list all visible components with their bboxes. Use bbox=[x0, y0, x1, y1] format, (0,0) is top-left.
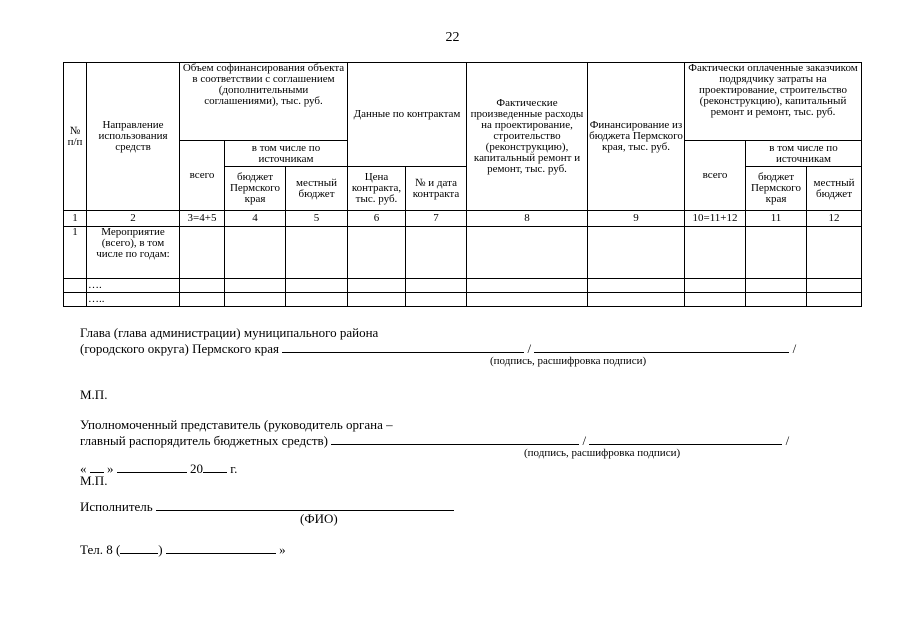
table-cell bbox=[406, 227, 467, 279]
executor-line bbox=[80, 498, 454, 514]
header-financing: Финансирование из бюджета Пермского края, тыс. руб. bbox=[588, 63, 685, 211]
head-caption: (подпись, расшифровка подписи) bbox=[490, 355, 647, 367]
table-cell bbox=[685, 279, 746, 293]
header-paid-local: местный бюджет bbox=[807, 167, 862, 211]
executor-label: Исполнитель bbox=[80, 499, 153, 514]
col-number: 10=11+12 bbox=[685, 211, 746, 227]
date-year-suffix: г. bbox=[230, 461, 238, 476]
header-row-1 bbox=[64, 63, 862, 141]
head-name-line[interactable] bbox=[534, 340, 789, 353]
head-title-line2 bbox=[80, 340, 796, 356]
header-paid-budget-perm: бюджет Пермского края bbox=[746, 167, 807, 211]
date-day-field[interactable] bbox=[90, 460, 104, 473]
row-direction: ….. bbox=[87, 293, 180, 307]
phone-number-field[interactable] bbox=[166, 541, 276, 554]
header-contract-price: Цена контракта, тыс. руб. bbox=[348, 167, 406, 211]
phone-end: » bbox=[279, 542, 286, 557]
date-quote-close: » bbox=[107, 461, 114, 476]
phone-mid: ) bbox=[158, 542, 163, 557]
header-budget-perm: бюджет Пермского края bbox=[225, 167, 286, 211]
slash: / bbox=[785, 433, 790, 448]
date-year-prefix: 20 bbox=[190, 461, 203, 476]
header-direction: Направление использования средств bbox=[87, 63, 180, 211]
header-paid-total: всего bbox=[685, 141, 746, 211]
header-paid-by-sources: в том числе по источникам bbox=[746, 141, 862, 167]
table-cell bbox=[348, 279, 406, 293]
table-cell bbox=[406, 279, 467, 293]
table-cell bbox=[685, 293, 746, 307]
rep-name-line[interactable] bbox=[589, 432, 782, 445]
header-paid: Фактически оплаченные заказчиком подрядчику затраты на проектирование, строительство (реконструкцию), капитальный ремонт и ремонт, тыс. руб. bbox=[685, 63, 862, 141]
executor-caption: (ФИО) bbox=[300, 511, 338, 526]
date-quote-open: « bbox=[80, 461, 87, 476]
table-cell bbox=[180, 293, 225, 307]
header-by-sources: в том числе по источникам bbox=[225, 141, 348, 167]
col-number: 4 bbox=[225, 211, 286, 227]
header-local-budget: местный бюджет bbox=[286, 167, 348, 211]
column-numbers-row bbox=[64, 211, 862, 227]
col-number: 1 bbox=[64, 211, 87, 227]
table-cell bbox=[746, 293, 807, 307]
header-num: № п/п bbox=[64, 63, 87, 211]
table-cell bbox=[807, 227, 862, 279]
col-number: 3=4+5 bbox=[180, 211, 225, 227]
date-year-field[interactable] bbox=[203, 460, 227, 473]
table-cell bbox=[746, 279, 807, 293]
table-cell bbox=[348, 227, 406, 279]
header-total: всего bbox=[180, 141, 225, 211]
rep-signature-line[interactable] bbox=[331, 432, 579, 445]
slash: / bbox=[792, 341, 797, 356]
table-cell bbox=[286, 293, 348, 307]
table-cell bbox=[225, 279, 286, 293]
table-cell bbox=[588, 293, 685, 307]
table-cell bbox=[286, 279, 348, 293]
table-cell bbox=[807, 293, 862, 307]
header-contract-no: № и дата контракта bbox=[406, 167, 467, 211]
col-number: 6 bbox=[348, 211, 406, 227]
rep-title-line1: Уполномоченный представитель (руководитель органа – bbox=[80, 417, 393, 432]
col-number: 12 bbox=[807, 211, 862, 227]
col-number: 5 bbox=[286, 211, 348, 227]
col-number: 2 bbox=[87, 211, 180, 227]
slash: / bbox=[527, 341, 532, 356]
stamp-place-2: М.П. bbox=[80, 473, 108, 488]
phone-prefix: Тел. 8 ( bbox=[80, 542, 121, 557]
col-number: 8 bbox=[467, 211, 588, 227]
row-num: 1 bbox=[64, 227, 87, 279]
head-signature-block bbox=[80, 326, 796, 356]
table-cell bbox=[406, 293, 467, 307]
table-cell bbox=[348, 293, 406, 307]
table-cell bbox=[225, 227, 286, 279]
row-direction: Мероприятие (всего), в том числе по годам: bbox=[87, 227, 180, 279]
slash: / bbox=[582, 433, 587, 448]
table-row bbox=[64, 227, 862, 279]
row-direction: …. bbox=[87, 279, 180, 293]
table-row bbox=[64, 279, 862, 293]
phone-code-field[interactable] bbox=[120, 541, 158, 554]
table-cell bbox=[685, 227, 746, 279]
table-cell bbox=[746, 227, 807, 279]
table-cell bbox=[180, 227, 225, 279]
table-cell bbox=[588, 227, 685, 279]
phone-line bbox=[80, 541, 286, 557]
rep-caption: (подпись, расшифровка подписи) bbox=[524, 447, 681, 459]
header-contracts: Данные по контрактам bbox=[348, 63, 467, 167]
rep-title-text: главный распорядитель бюджетных средств) bbox=[80, 433, 329, 448]
table-cell bbox=[467, 293, 588, 307]
row-num bbox=[64, 293, 87, 307]
report-table bbox=[63, 62, 862, 307]
table-cell bbox=[467, 227, 588, 279]
stamp-place-1: М.П. bbox=[80, 387, 108, 402]
row-num bbox=[64, 279, 87, 293]
table-cell bbox=[807, 279, 862, 293]
date-month-field[interactable] bbox=[117, 460, 187, 473]
rep-title-line2 bbox=[80, 432, 789, 448]
table-row bbox=[64, 293, 862, 307]
head-title-text: (городского округа) Пермского края bbox=[80, 341, 280, 356]
header-actual-costs: Фактические произведенные расходы на проектирование, строительство (реконструкцию), капитальный ремонт и ремонт, тыс. руб. bbox=[467, 63, 588, 211]
head-signature-line[interactable] bbox=[282, 340, 524, 353]
col-number: 9 bbox=[588, 211, 685, 227]
head-title-line1: Глава (глава администрации) муниципального района bbox=[80, 325, 379, 340]
table-cell bbox=[225, 293, 286, 307]
table-cell bbox=[588, 279, 685, 293]
col-number: 11 bbox=[746, 211, 807, 227]
table-cell bbox=[467, 279, 588, 293]
page-number: 22 bbox=[445, 30, 460, 45]
col-number: 7 bbox=[406, 211, 467, 227]
header-volume: Объем софинансирования объекта в соответствии с соглашением (дополнительными соглашениями), тыс. руб. bbox=[180, 63, 348, 141]
table-cell bbox=[180, 279, 225, 293]
table-cell bbox=[286, 227, 348, 279]
executor-name-field[interactable] bbox=[156, 498, 454, 511]
rep-signature-block bbox=[80, 418, 789, 448]
